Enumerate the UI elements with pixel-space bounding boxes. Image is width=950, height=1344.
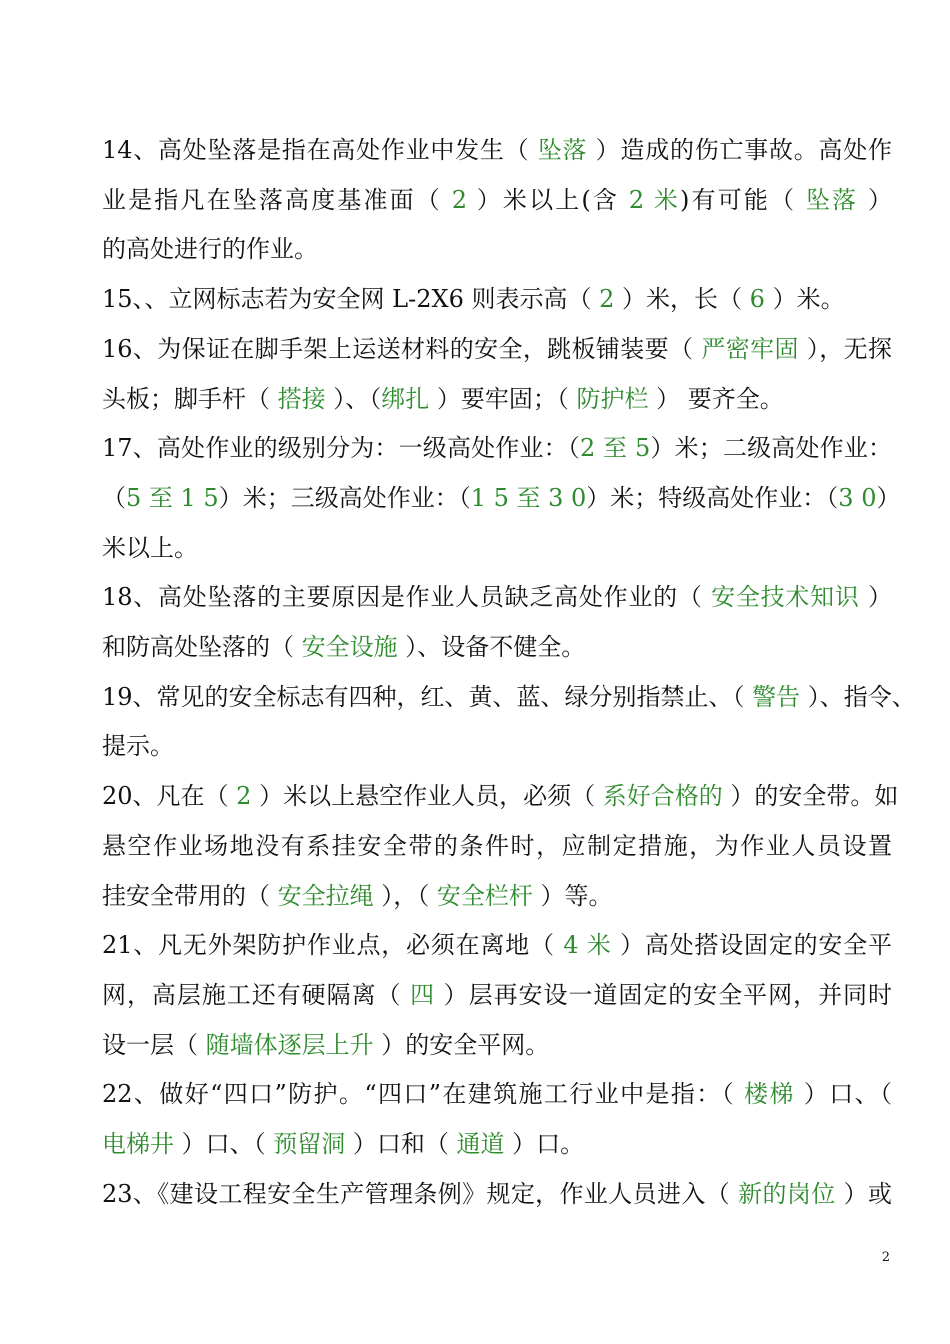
answer-text: 严密牢固 (701, 334, 799, 363)
question-text: 米以上。 (102, 533, 198, 562)
question-text: ） (858, 185, 892, 214)
answer-text: 安全栏杆 (436, 881, 533, 910)
text-line (102, 180, 892, 220)
question-text: （ (102, 483, 126, 512)
question-text: ）口和（ (345, 1130, 457, 1158)
question-text: 19、常见的安全标志有四种，红、黄、蓝、绿分别指禁止、（ (102, 682, 753, 711)
question-text: 的高处进行的作业。 (102, 235, 318, 264)
question-text: ）、设备不健全。 (397, 633, 586, 661)
question-text: ）口。 (504, 1130, 585, 1158)
page-number: 2 (881, 1250, 890, 1265)
question-text: 20、凡在（ (102, 782, 237, 811)
text-line (102, 826, 892, 866)
answer-text: 绑扎 (381, 384, 430, 413)
text-line (102, 1174, 892, 1214)
text-line (102, 379, 892, 419)
question-text: ）米；特级高处作业：（ (586, 483, 839, 512)
question-text: 15、、立网标志若为安全网 L-2X6 则表示高（ (102, 285, 600, 314)
answer-text: 楼梯 (744, 1080, 795, 1109)
answer-text: 四 (410, 980, 436, 1009)
answer-text: 通道 (456, 1130, 505, 1158)
answer-text: 2 (236, 782, 252, 811)
answer-text: 系好合格的 (602, 782, 723, 811)
question-text: ） (876, 483, 901, 512)
question-text: 悬空作业场地没有系挂安全带的条件时，应制定措施，为作业人员设置 (102, 831, 892, 860)
question-text: ）米以上悬空作业人员，必须（ (251, 782, 603, 811)
answer-text: 6 (749, 285, 765, 314)
text-line (102, 925, 892, 965)
answer-text: 安全技术知识 (711, 583, 860, 612)
question-text: ） (859, 583, 893, 612)
answer-text: 坠落 (537, 136, 588, 164)
question-text: ）等。 (532, 881, 613, 910)
question-text: ）的安全带。如 (722, 782, 899, 811)
question-text: ）米。 (764, 285, 845, 314)
text-line (102, 528, 892, 568)
answer-text: 2 (451, 185, 467, 214)
question-text: ） 要齐全。 (648, 384, 784, 413)
answer-text: 5 至 1 5 (126, 483, 219, 512)
text-line (102, 776, 899, 816)
question-text: 头板；脚手杆（ (102, 384, 278, 413)
question-text: ），无探 (798, 334, 892, 363)
question-text: ）要牢固；（ (429, 384, 577, 413)
text-line (102, 627, 892, 667)
text-line (102, 577, 892, 617)
text-line (102, 726, 892, 766)
answer-text: 警告 (752, 682, 801, 711)
answer-text: 搭接 (277, 384, 326, 413)
question-text: ）口、（ (794, 1080, 892, 1109)
text-line (102, 975, 892, 1015)
question-text: ）高处搭设固定的安全平 (611, 931, 892, 960)
question-text: 和防高处坠落的（ (102, 633, 302, 661)
question-text: 提示。 (102, 732, 174, 761)
question-text: 17、高处作业的级别分为：一级高处作业：（ (102, 434, 580, 463)
question-text: 14、高处坠落是指在高处作业中发生（ (102, 136, 538, 164)
answer-text: 2 (599, 285, 615, 314)
answer-text: 2 至 5 (579, 434, 651, 463)
text-line (102, 279, 892, 319)
question-text: ），（ (373, 881, 437, 910)
question-text: 设一层（ (102, 1030, 206, 1059)
question-text: 16、为保证在脚手架上运送材料的安全，跳板铺装要（ (102, 334, 702, 363)
text-line (102, 130, 892, 170)
question-text: 挂安全带用的（ (102, 881, 278, 910)
answer-text: 新的岗位 (738, 1179, 836, 1208)
question-text: ）、（ (325, 384, 382, 413)
answer-text: 安全拉绳 (277, 881, 374, 910)
question-text: ）造成的伤亡事故。高处作 (587, 136, 892, 164)
question-text: ）米以上(含 (467, 185, 629, 214)
question-text: 22、做好“四口”防护。“四口”在建筑施工行业中是指：（ (102, 1080, 745, 1109)
question-text: ）层再安设一道固定的安全平网，并同时 (435, 980, 892, 1009)
question-text: ）口、（ (174, 1130, 274, 1158)
answer-text: 安全设施 (301, 633, 398, 661)
text-line (102, 677, 916, 717)
question-text: ）或 (835, 1179, 892, 1208)
question-text: ）的安全平网。 (373, 1030, 550, 1059)
question-text: 21、凡无外架防护作业点，必须在离地（ (102, 931, 564, 960)
question-text: 23、《建设工程安全生产管理条例》规定，作业人员进入（ (102, 1179, 739, 1208)
text-line (102, 1025, 892, 1065)
answer-text: 随墙体逐层上升 (205, 1030, 374, 1059)
text-line (102, 478, 901, 518)
answer-text: 坠落 (805, 185, 859, 214)
answer-text: 3 0 (838, 483, 877, 512)
question-text: ）、指令、 (800, 682, 916, 711)
question-text: 18、高处坠落的主要原因是作业人员缺乏高处作业的（ (102, 583, 712, 612)
text-line (102, 876, 892, 916)
text-line (102, 329, 892, 369)
text-line (102, 1074, 892, 1114)
question-text: ）米；三级高处作业：（ (218, 483, 471, 512)
text-line (102, 428, 892, 468)
text-line (102, 229, 892, 269)
answer-text: 防护栏 (576, 384, 649, 413)
answer-text: 电梯井 (102, 1130, 174, 1158)
question-text: ）米；二级高处作业： (650, 434, 892, 463)
question-text: ）米，长（ (614, 285, 750, 314)
answer-text: 预留洞 (273, 1130, 346, 1158)
answer-text: 2 米 (628, 185, 681, 214)
answer-text: 1 5 至 3 0 (470, 483, 587, 512)
question-text: 业是指凡在坠落高度基准面（ (102, 185, 452, 214)
text-line (102, 1124, 892, 1164)
answer-text: 4 米 (563, 931, 612, 960)
question-text: 网，高层施工还有硬隔离（ (102, 980, 411, 1009)
question-text: )有可能（ (680, 185, 806, 214)
